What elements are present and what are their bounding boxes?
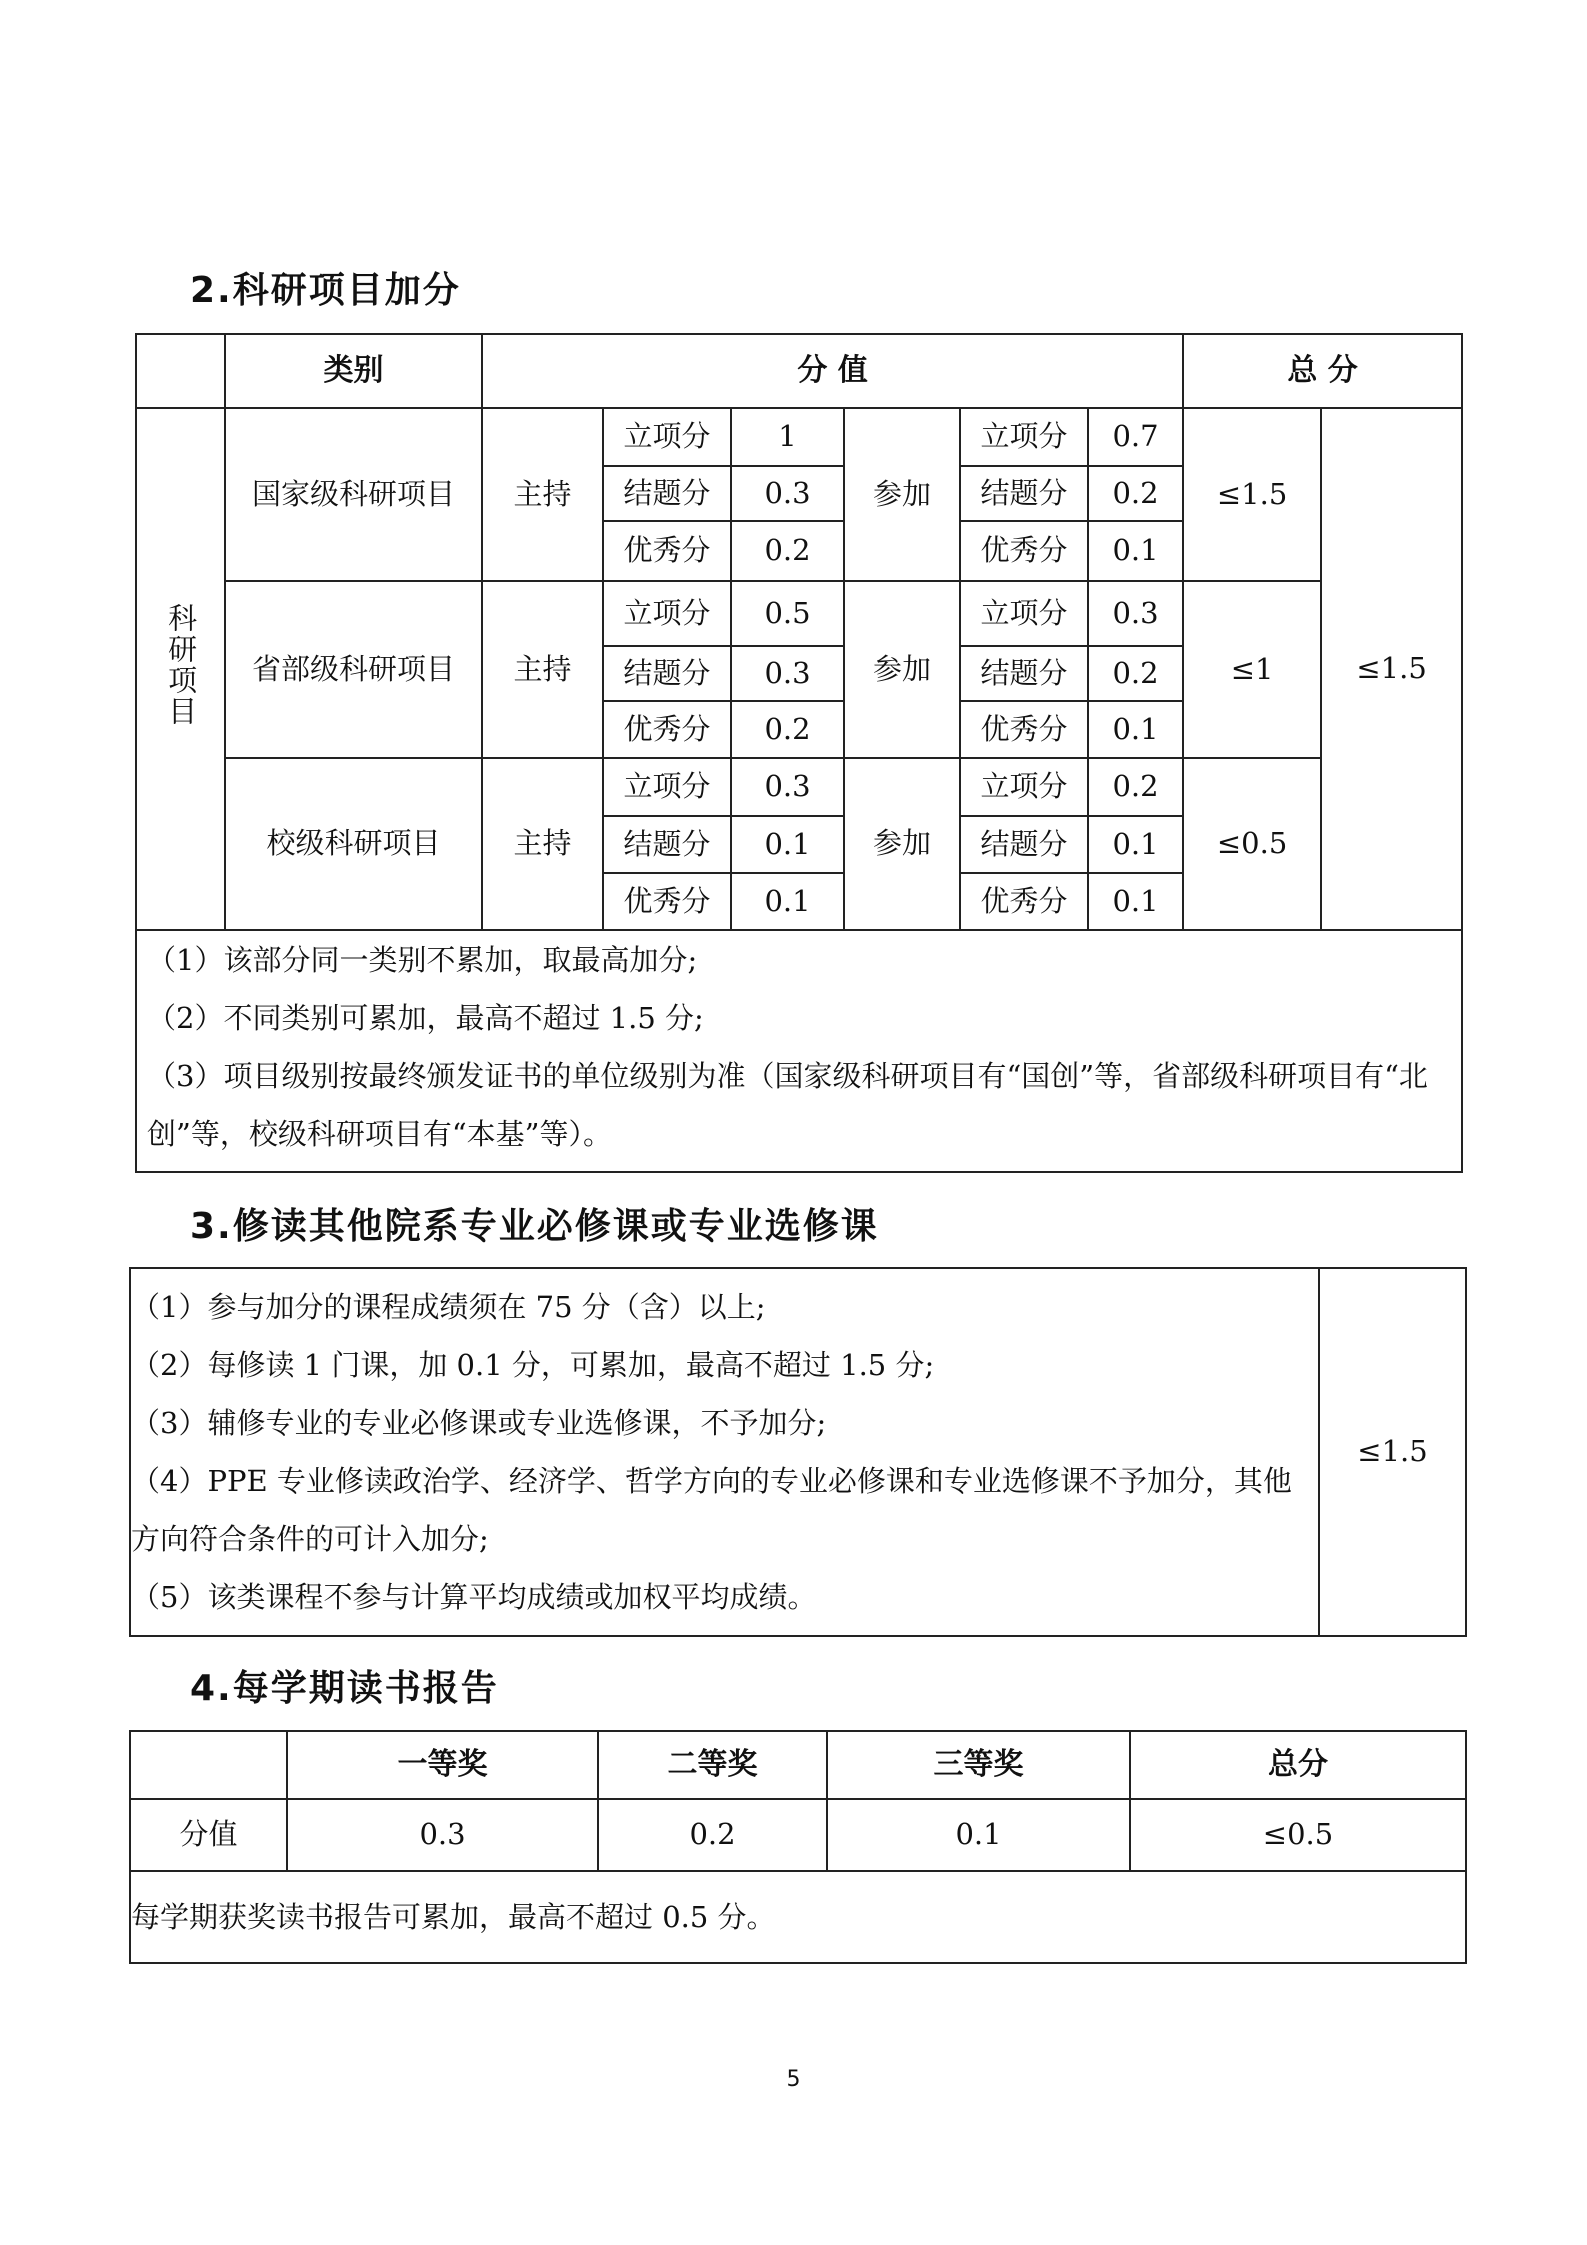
level-name: 校级科研项目 [225, 758, 482, 930]
join-label: 参加 [844, 581, 960, 758]
item-label: 优秀分 [603, 521, 731, 581]
row-label: 分值 [130, 1799, 287, 1871]
section-3-notes [130, 1268, 1319, 1636]
section-4-title: 4.每学期读书报告 [190, 1668, 499, 1709]
third-prize-score: 0.1 [827, 1799, 1130, 1871]
section-2-notes [136, 930, 1462, 1172]
elective-course-table [129, 1267, 1467, 1637]
second-prize-score: 0.2 [598, 1799, 827, 1871]
item-label: 优秀分 [960, 521, 1088, 581]
header-empty-cell [136, 334, 225, 408]
item-score: 0.2 [1088, 466, 1183, 521]
item-score: 0.2 [1088, 758, 1183, 816]
page-number: 5 [786, 2067, 801, 2092]
join-label: 参加 [844, 408, 960, 581]
host-label: 主持 [482, 408, 603, 581]
row-group-label-cell [136, 408, 225, 930]
item-score: 0.3 [731, 646, 844, 701]
join-label: 参加 [844, 758, 960, 930]
note-item: （1）该部分同一类别不累加，取最高加分; [147, 943, 698, 977]
item-score: 0.2 [731, 701, 844, 758]
header-second-prize: 二等奖 [598, 1731, 827, 1799]
item-score: 0.3 [731, 466, 844, 521]
level-name: 国家级科研项目 [225, 408, 482, 581]
reading-report-table [129, 1730, 1467, 1964]
item-label: 优秀分 [603, 701, 731, 758]
item-label: 结题分 [603, 816, 731, 873]
host-label: 主持 [482, 581, 603, 758]
item-label: 立项分 [960, 408, 1088, 466]
item-label: 立项分 [603, 758, 731, 816]
note-item: （5）该类课程不参与计算平均成绩或加权平均成绩。 [131, 1580, 817, 1614]
note-item: （3）辅修专业的专业必修课或专业选修课，不予加分; [131, 1406, 827, 1440]
header-empty-cell [130, 1731, 287, 1799]
note-item: （4）PPE 专业修读政治学、经济学、哲学方向的专业必修课和专业选修课不予加分，其他方向符合条件的可计入加分; [131, 1464, 1292, 1556]
first-prize-score: 0.3 [287, 1799, 598, 1871]
level-cap: ≤1.5 [1183, 408, 1321, 581]
research-project-table [135, 333, 1463, 1173]
item-label: 结题分 [960, 466, 1088, 521]
section-3-title: 3.修读其他院系专业必修课或专业选修课 [190, 1206, 879, 1247]
item-label: 优秀分 [603, 873, 731, 930]
header-value: 分 值 [482, 334, 1183, 408]
note-item: （1）参与加分的课程成绩须在 75 分（含）以上; [131, 1290, 766, 1324]
item-score: 0.1 [1088, 701, 1183, 758]
item-label: 结题分 [960, 646, 1088, 701]
header-third-prize: 三等奖 [827, 1731, 1130, 1799]
total-score-cap: ≤0.5 [1130, 1799, 1466, 1871]
item-score: 0.5 [731, 581, 844, 646]
item-label: 结题分 [960, 816, 1088, 873]
item-label: 立项分 [603, 581, 731, 646]
header-first-prize: 一等奖 [287, 1731, 598, 1799]
item-label: 立项分 [960, 758, 1088, 816]
item-label: 结题分 [603, 646, 731, 701]
item-label: 结题分 [603, 466, 731, 521]
header-total: 总分 [1130, 1731, 1466, 1799]
level-cap: ≤1 [1183, 581, 1321, 758]
item-label: 立项分 [603, 408, 731, 466]
item-score: 0.2 [1088, 646, 1183, 701]
item-score: 0.1 [1088, 873, 1183, 930]
header-total: 总 分 [1183, 334, 1462, 408]
item-score: 0.7 [1088, 408, 1183, 466]
item-label: 立项分 [960, 581, 1088, 646]
item-score: 0.1 [1088, 521, 1183, 581]
level-name: 省部级科研项目 [225, 581, 482, 758]
section-4-note [130, 1871, 1466, 1963]
host-label: 主持 [482, 758, 603, 930]
item-score: 1 [731, 408, 844, 466]
item-score: 0.2 [731, 521, 844, 581]
header-category: 类别 [225, 334, 482, 408]
section-3-cap: ≤1.5 [1319, 1268, 1466, 1636]
row-group-label: 科研项目 [164, 603, 199, 728]
level-cap: ≤0.5 [1183, 758, 1321, 930]
overall-cap: ≤1.5 [1321, 408, 1462, 930]
item-score: 0.3 [731, 758, 844, 816]
item-score: 0.1 [1088, 816, 1183, 873]
item-score: 0.1 [731, 873, 844, 930]
section-2-title: 2.科研项目加分 [190, 270, 461, 311]
item-score: 0.1 [731, 816, 844, 873]
item-score: 0.3 [1088, 581, 1183, 646]
note-item: 每学期获奖读书报告可累加，最高不超过 0.5 分。 [131, 1900, 776, 1934]
note-item: （2）不同类别可累加，最高不超过 1.5 分; [147, 1001, 704, 1035]
note-item: （2）每修读 1 门课，加 0.1 分，可累加，最高不超过 1.5 分; [131, 1348, 935, 1382]
item-label: 优秀分 [960, 701, 1088, 758]
item-label: 优秀分 [960, 873, 1088, 930]
note-item: （3）项目级别按最终颁发证书的单位级别为准（国家级科研项目有“国创”等，省部级科研项目有“北创”等，校级科研项目有“本基”等）。 [147, 1059, 1428, 1151]
